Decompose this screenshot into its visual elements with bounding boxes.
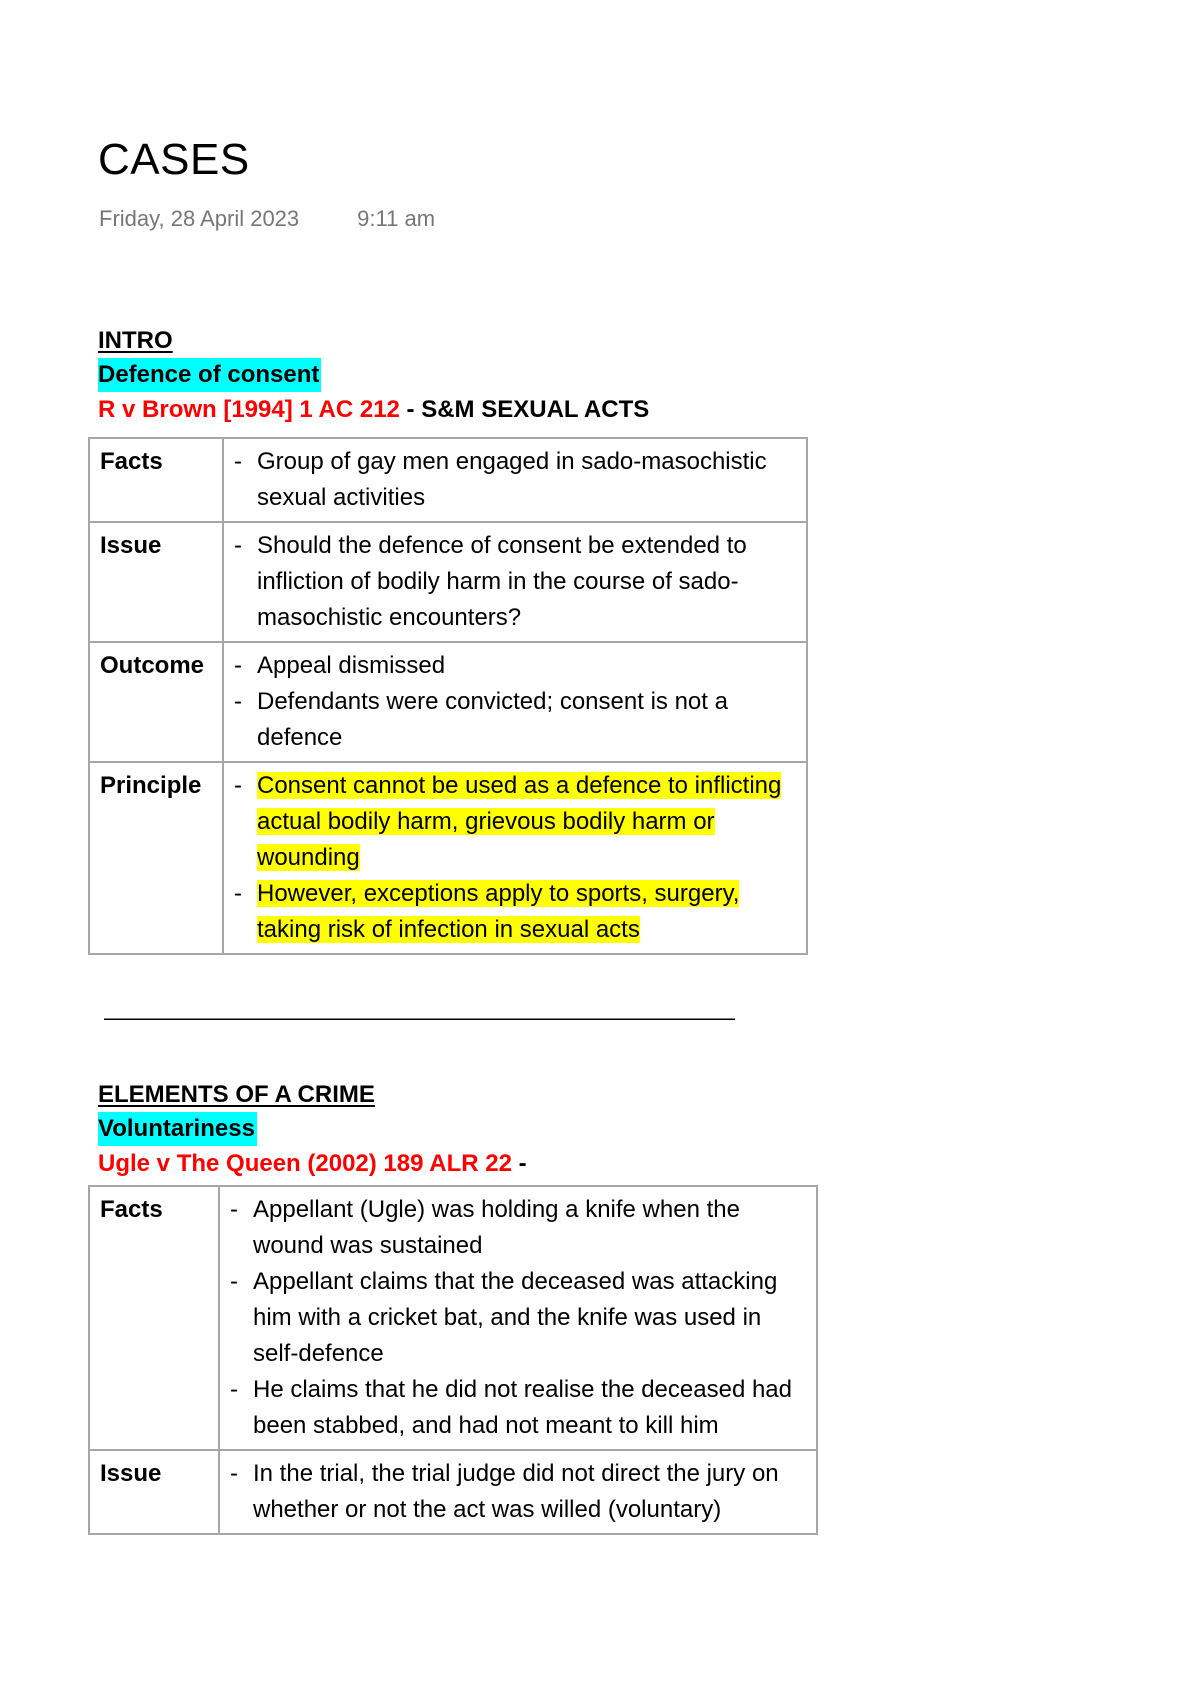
case-suffix: - xyxy=(511,1150,527,1177)
row-label: Issue xyxy=(89,1450,219,1534)
list-item: - Appellant (Ugle) was holding a knife when the wound was sustained xyxy=(230,1192,806,1264)
list-item: - Defendants were convicted; consent is not a defence xyxy=(234,684,796,756)
section-elements xyxy=(98,1078,527,1182)
table-row xyxy=(89,762,807,954)
list-item: - He claims that he did not realise the deceased had been stabbed, and had not meant to kill him xyxy=(230,1372,806,1444)
topic-label: Defence of consent xyxy=(98,358,321,392)
page-clip xyxy=(88,1185,828,1583)
row-label: Issue xyxy=(89,522,223,642)
page-meta xyxy=(99,206,435,232)
list-item xyxy=(234,876,796,948)
row-content xyxy=(223,762,807,954)
highlighted-text: However, exceptions apply to sports, surgery, taking risk of infection in sexual acts xyxy=(257,880,740,943)
case-table-brown xyxy=(88,437,808,955)
table-row xyxy=(89,642,807,762)
list-item xyxy=(234,768,796,876)
section-separator: —————————————————————————————— xyxy=(104,1005,734,1030)
section-heading: INTRO xyxy=(98,327,173,354)
list-item: - Appellant claims that the deceased was attacking him with a cricket bat, and the knife was used in self-defence xyxy=(230,1264,806,1372)
row-content xyxy=(223,522,807,642)
table-row xyxy=(89,1186,817,1450)
row-label: Principle xyxy=(89,762,223,954)
row-label: Facts xyxy=(89,1186,219,1450)
section-intro xyxy=(98,324,649,428)
row-content xyxy=(223,438,807,522)
case-citation: Ugle v The Queen (2002) 189 ALR 22 xyxy=(98,1150,512,1177)
row-label: Facts xyxy=(89,438,223,522)
page-title: CASES xyxy=(98,135,250,184)
case-suffix: - S&M SEXUAL ACTS xyxy=(399,396,650,423)
list-item: - Appeal dismissed xyxy=(234,648,796,684)
list-item: - In the trial, the trial judge did not direct the jury on whether or not the act was willed (voluntary) xyxy=(230,1456,806,1528)
table-row xyxy=(89,438,807,522)
page-date: Friday, 28 April 2023 xyxy=(99,206,300,231)
row-label: Outcome xyxy=(89,642,223,762)
case-title xyxy=(98,392,649,428)
case-citation: R v Brown [1994] 1 AC 212 xyxy=(98,396,400,423)
section-heading: ELEMENTS OF A CRIME xyxy=(98,1081,375,1108)
highlighted-text: Consent cannot be used as a defence to inflicting actual bodily harm, grievous bodily harm or wounding xyxy=(257,772,782,871)
table-row xyxy=(89,522,807,642)
row-content xyxy=(223,642,807,762)
row-content xyxy=(219,1450,817,1534)
list-item: - Should the defence of consent be extended to infliction of bodily harm in the course of sado-masochistic encounters? xyxy=(234,528,796,636)
case-table-ugle xyxy=(88,1185,818,1535)
table-row xyxy=(89,1450,817,1534)
row-content xyxy=(219,1186,817,1450)
page-time: 9:11 am xyxy=(357,206,436,231)
case-title xyxy=(98,1146,527,1182)
topic-label: Voluntariness xyxy=(98,1112,257,1146)
list-item: - Group of gay men engaged in sado-masochistic sexual activities xyxy=(234,444,796,516)
